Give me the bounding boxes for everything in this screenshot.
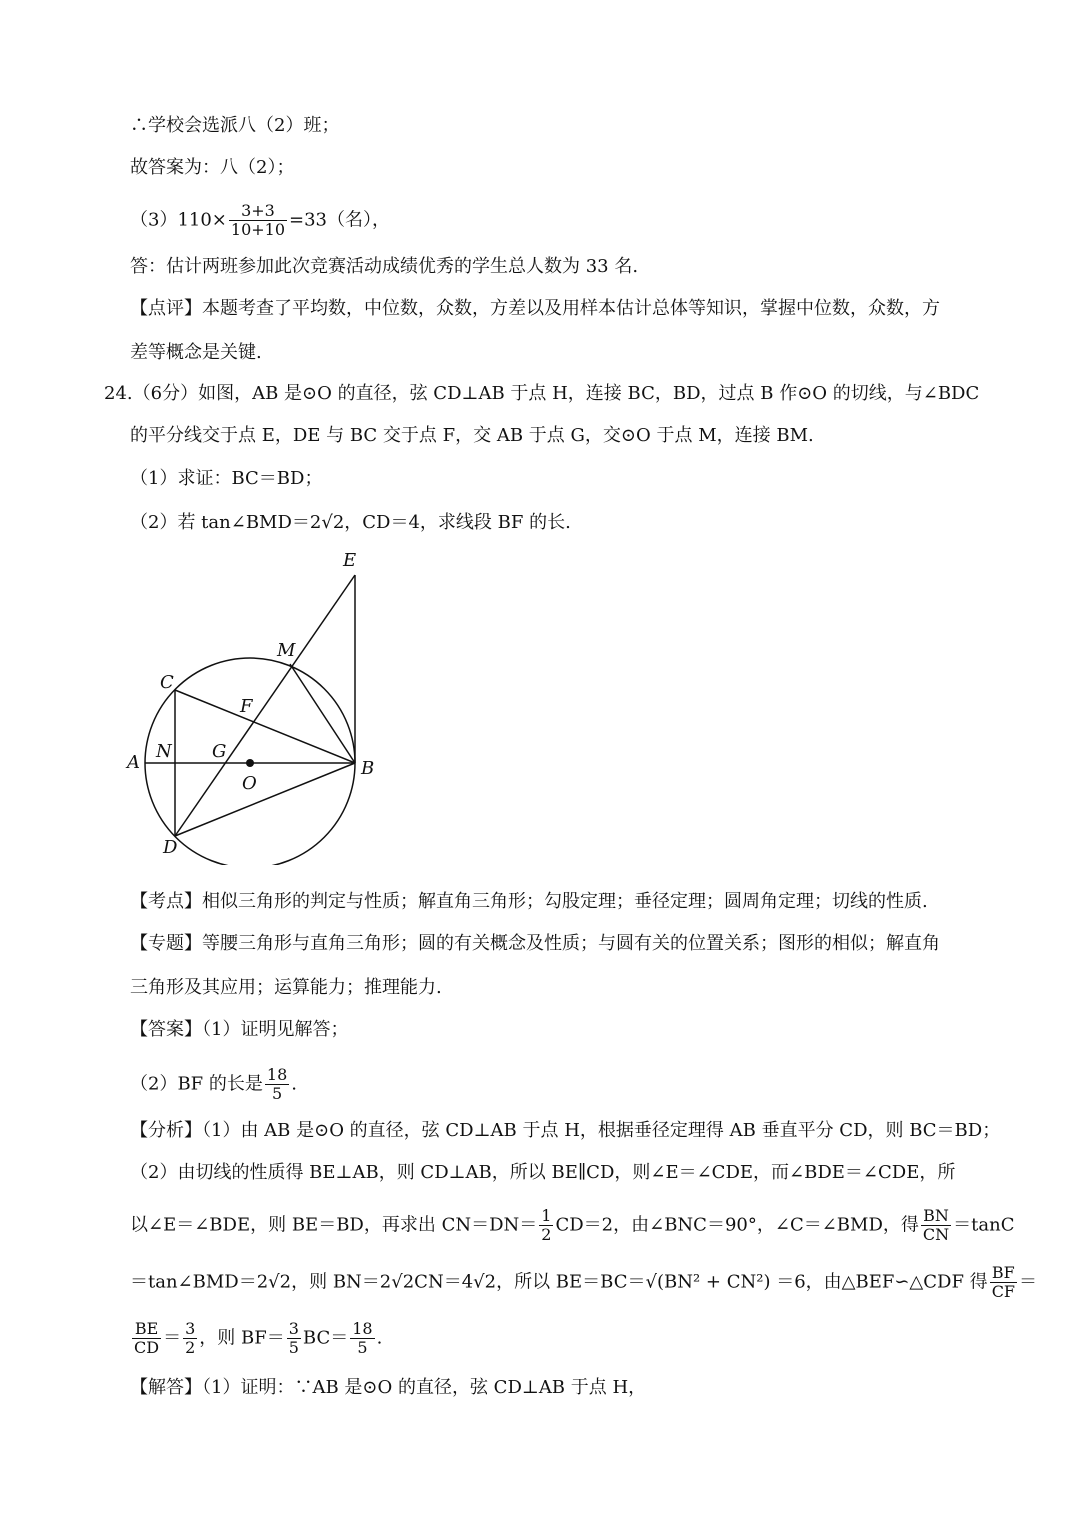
zhuanti-line: 【专题】等腰三角形与直角三角形；圆的有关概念及性质；与圆有关的位置关系；图形的相似；解直角 <box>130 933 940 954</box>
segment-mb <box>290 664 355 763</box>
text-line: 故答案为：八（2）； <box>130 157 295 178</box>
text-line: ∴学校会选派八（2）班； <box>130 115 340 136</box>
text-line: 差等概念是关键. <box>130 342 262 363</box>
fraction: $\frac{1}{2}$ <box>541 1206 552 1244</box>
comment-line: 【点评】本题考查了平均数，中位数，众数，方差以及用样本估计总体等知识，掌握中位数，众数，方 <box>130 298 940 319</box>
text-line: 以∠E＝∠BDE，则 BE＝BD，再求出 CN＝DN＝ $\frac{1}{2}$ CD＝2，由∠BNC＝90°，∠C＝∠BMD，得 $\frac{BN}{CN}$ ＝tanC <box>130 1206 1015 1244</box>
segment-db <box>175 763 355 836</box>
text-line: $\frac{BE}{CD}$ ＝ $\frac{3}{2}$ ，则 BF＝ $\frac{3}{5}$ BC＝ $\frac{18}{5}$ . <box>134 1319 383 1357</box>
segment-cb <box>175 690 355 763</box>
geometry-figure <box>120 545 400 865</box>
label-a: A <box>127 752 140 773</box>
solution-line: 【解答】（1）证明：∵AB 是⊙O 的直径，弦 CD⊥AB 于点 H， <box>130 1377 647 1398</box>
question-24: 24.（6分）如图，AB 是⊙O 的直径，弦 CD⊥AB 于点 H，连接 BC，BD，过点 B 作⊙O 的切线，与∠BDC <box>104 383 980 404</box>
fraction: $\frac{3+3}{10+10}$ <box>230 201 286 239</box>
fraction: $\frac{3}{2}$ <box>185 1319 196 1357</box>
fraction: $\frac{3}{5}$ <box>288 1319 299 1357</box>
label-f: F <box>240 696 253 717</box>
fraction: $\frac{18}{5}$ <box>352 1319 373 1357</box>
label-g: G <box>212 741 227 762</box>
answer-line: （2）BF 的长是 $\frac{18}{5}$ . <box>130 1065 297 1103</box>
text-line: 三角形及其应用；运算能力；推理能力. <box>130 977 442 998</box>
label-c: C <box>160 672 174 693</box>
label-o: O <box>242 773 257 794</box>
label-b: B <box>361 758 375 779</box>
kaodian-line: 【考点】相似三角形的判定与性质；解直角三角形；勾股定理；垂径定理；圆周角定理；切线的性质. <box>130 891 928 912</box>
fraction: $\frac{BE}{CD}$ <box>134 1319 160 1357</box>
text-line: ＝tan∠BMD＝2√2，则 BN＝2√2CN＝4√2，所以 BE＝BC＝√(BN² + CN²) ＝6，由△BEF∽△CDF 得 $\frac{BF}{CF}$ ＝ <box>130 1263 1038 1301</box>
text-line: 答：估计两班参加此次竞赛活动成绩优秀的学生总人数为 33 名. <box>130 256 639 277</box>
text-line: （2）若 tan∠BMD＝2√2，CD＝4，求线段 BF 的长. <box>130 512 571 533</box>
label-e: E <box>343 550 357 571</box>
answer-line: 【答案】（1）证明见解答； <box>130 1019 349 1040</box>
analysis-line: 【分析】（1）由 AB 是⊙O 的直径，弦 CD⊥AB 于点 H，根据垂径定理得 AB 垂直平分 CD，则 BC＝BD； <box>130 1120 1001 1141</box>
segment-de <box>175 575 355 836</box>
fraction: $\frac{18}{5}$ <box>266 1065 288 1103</box>
label-d: D <box>163 837 178 858</box>
text-line: 的平分线交于点 E，DE 与 BC 交于点 F，交 AB 于点 G，交⊙O 于点 M，连接 BM. <box>130 425 814 446</box>
label-n: N <box>156 741 172 762</box>
center-dot <box>246 759 254 767</box>
text-line: （1）求证：BC＝BD； <box>130 468 323 489</box>
text-line: （2）由切线的性质得 BE⊥AB，则 CD⊥AB，所以 BE∥CD，则∠E＝∠CDE，而∠BDE＝∠CDE，所 <box>130 1162 956 1183</box>
label-m: M <box>277 640 296 661</box>
fraction: $\frac{BF}{CF}$ <box>991 1263 1016 1301</box>
text-line: （3）110× $\frac{3+3}{10+10}$ =33（名）， <box>130 201 391 239</box>
fraction: $\frac{BN}{CN}$ <box>922 1206 950 1244</box>
